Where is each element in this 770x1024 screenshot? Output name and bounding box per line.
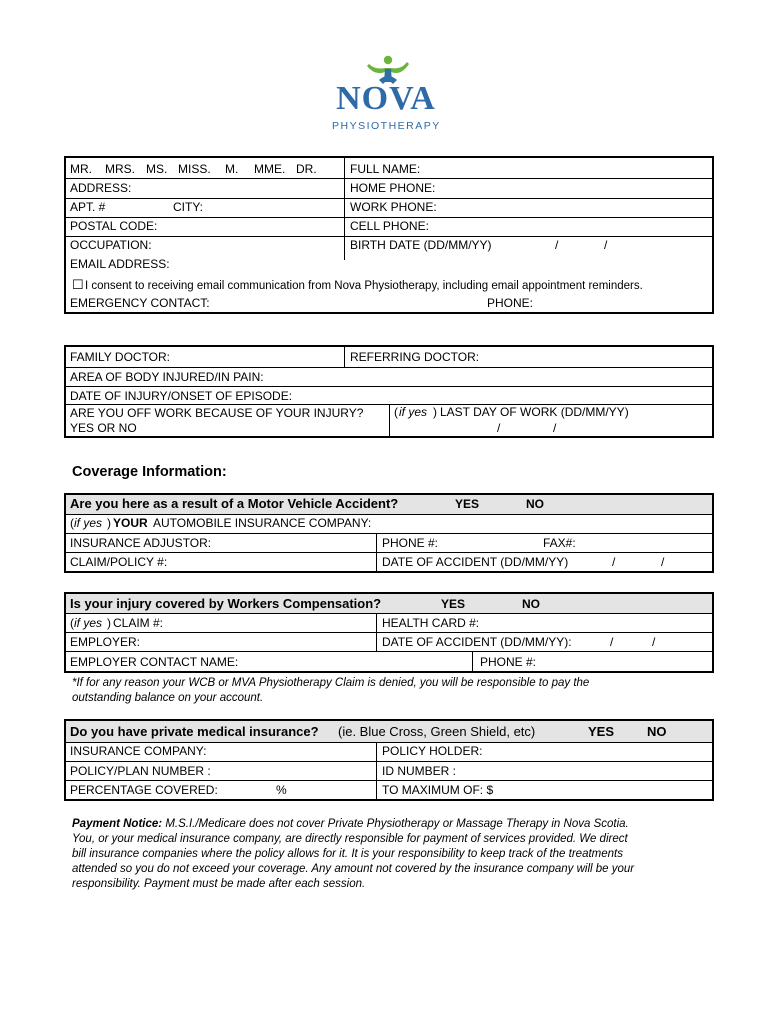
consent-text: I consent to receiving email communication from Nova Physiotherapy, including email appointment reminders. [85,280,643,292]
wcb-no-option[interactable]: NO [522,597,540,611]
title-mme[interactable]: MME. [254,162,286,176]
claim-denied-notice-cont: outstanding balance on your account. [72,692,264,704]
off-work-answer-field[interactable]: YES OR NO [70,421,137,435]
last-day-paren-open: ( [394,405,398,419]
mva-question: Are you here as a result of a Motor Vehicle Accident? [70,496,399,511]
paren-close: ) [107,616,111,630]
payment-line: responsibility. Payment must be made after each session. [72,878,366,890]
body-area-field[interactable]: AREA OF BODY INJURED/IN PAIN: [70,370,264,384]
full-name-field[interactable]: FULL NAME: [350,162,421,176]
referring-doctor-field[interactable]: REFERRING DOCTOR: [350,350,480,364]
date-separator: / [661,555,665,569]
payment-line: M.S.I./Medicare does not cover Private Physiotherapy or Massage Therapy in Nova Scotia. [165,818,629,830]
emergency-contact-field[interactable]: EMERGENCY CONTACT: [70,296,210,310]
private-insurance-examples: (ie. Blue Cross, Green Shield, etc) [338,724,536,739]
off-work-question: ARE YOU OFF WORK BECAUSE OF YOUR INJURY? [70,406,364,420]
claim-denied-notice: *If for any reason your WCB or MVA Physiotherapy Claim is denied, you will be responsible to pay the [72,677,590,689]
title-mrs[interactable]: MRS. [105,162,135,176]
paren-open: ( [70,516,74,530]
insurance-adjustor-field[interactable]: INSURANCE ADJUSTOR: [70,536,212,550]
payment-line: bill insurance companies where the policy allows for it. It is your responsibility to keep track of the treatments [72,848,623,860]
date-separator: / [610,635,614,649]
employer-contact-field[interactable]: EMPLOYER CONTACT NAME: [70,655,239,669]
adjustor-fax-field[interactable]: FAX#: [543,536,576,550]
logo-brand: NOVA [336,80,436,117]
if-yes-label: if yes [74,516,103,530]
payment-notice-label: Payment Notice: [72,818,163,830]
injury-date-field[interactable]: DATE OF INJURY/ONSET OF EPISODE: [70,389,293,403]
adjustor-phone-field[interactable]: PHONE #: [382,536,439,550]
title-ms[interactable]: MS. [146,162,168,176]
work-phone-field[interactable]: WORK PHONE: [350,200,437,214]
title-miss[interactable]: MISS. [178,162,211,176]
date-separator: / [553,421,557,435]
date-separator: / [555,238,559,252]
if-yes-label: if yes [74,616,103,630]
date-separator: / [612,555,616,569]
wcb-claim-field[interactable]: CLAIM #: [113,616,164,630]
family-doctor-field[interactable]: FAMILY DOCTOR: [70,350,171,364]
employer-phone-field[interactable]: PHONE #: [480,655,537,669]
wcb-question: Is your injury covered by Workers Compensation? [70,596,382,611]
cell-phone-field[interactable]: CELL PHONE: [350,219,429,233]
logo-subtitle: PHYSIOTHERAPY [332,120,441,132]
payment-line: You, or your medical insurance company, are directly responsible for payment of services provided. We direct [72,833,628,845]
home-phone-field[interactable]: HOME PHONE: [350,181,436,195]
title-dr[interactable]: DR. [296,162,317,176]
mva-accident-date-field[interactable]: DATE OF ACCIDENT (DD/MM/YY) [382,555,569,569]
address-field[interactable]: ADDRESS: [70,181,132,195]
postal-code-field[interactable]: POSTAL CODE: [70,219,158,233]
private-yes-option[interactable]: YES [588,724,615,739]
employer-field[interactable]: EMPLOYER: [70,635,141,649]
mva-no-option[interactable]: NO [526,497,544,511]
wcb-yes-option[interactable]: YES [441,597,466,611]
date-separator: / [497,421,501,435]
email-field[interactable]: EMAIL ADDRESS: [70,257,170,271]
health-card-field[interactable]: HEALTH CARD #: [382,616,480,630]
consent-checkbox[interactable]: ☐ [72,277,84,292]
percentage-covered-field[interactable]: PERCENTAGE COVERED: [70,783,218,797]
if-yes-label: if yes [399,405,428,419]
claim-policy-field[interactable]: CLAIM/POLICY #: [70,555,168,569]
last-day-paren-close: ) [433,405,437,419]
paren-open: ( [70,616,74,630]
auto-insurance-company-field[interactable]: AUTOMOBILE INSURANCE COMPANY: [153,516,372,530]
last-day-field[interactable]: LAST DAY OF WORK (DD/MM/YY) [440,405,629,419]
city-field[interactable]: CITY: [173,200,204,214]
occupation-field[interactable]: OCCUPATION: [70,238,152,252]
your-label: YOUR [113,516,148,530]
payment-line: attended so you do not exceed your coverage. Any amount not covered by the insurance company will be your [72,863,635,875]
birth-date-field[interactable]: BIRTH DATE (DD/MM/YY) [350,238,492,252]
insurance-company-field[interactable]: INSURANCE COMPANY: [70,744,207,758]
paren-close: ) [107,516,111,530]
maximum-field[interactable]: TO MAXIMUM OF: $ [382,783,494,797]
id-number-field[interactable]: ID NUMBER : [382,764,457,778]
percent-sign: % [276,783,287,797]
policy-plan-number-field[interactable]: POLICY/PLAN NUMBER : [70,764,211,778]
coverage-heading: Coverage Information: [72,464,227,480]
title-m[interactable]: M. [225,162,239,176]
mva-yes-option[interactable]: YES [455,497,480,511]
private-insurance-question: Do you have private medical insurance? [70,724,319,739]
date-separator: / [604,238,608,252]
wcb-accident-date-field[interactable]: DATE OF ACCIDENT (DD/MM/YY): [382,635,572,649]
private-no-option[interactable]: NO [647,724,667,739]
date-separator: / [652,635,656,649]
emergency-phone-field[interactable]: PHONE: [487,296,534,310]
payment-notice [72,817,712,892]
title-mr[interactable]: MR. [70,162,92,176]
policy-holder-field[interactable]: POLICY HOLDER: [382,744,483,758]
apt-field[interactable]: APT. # [70,200,106,214]
